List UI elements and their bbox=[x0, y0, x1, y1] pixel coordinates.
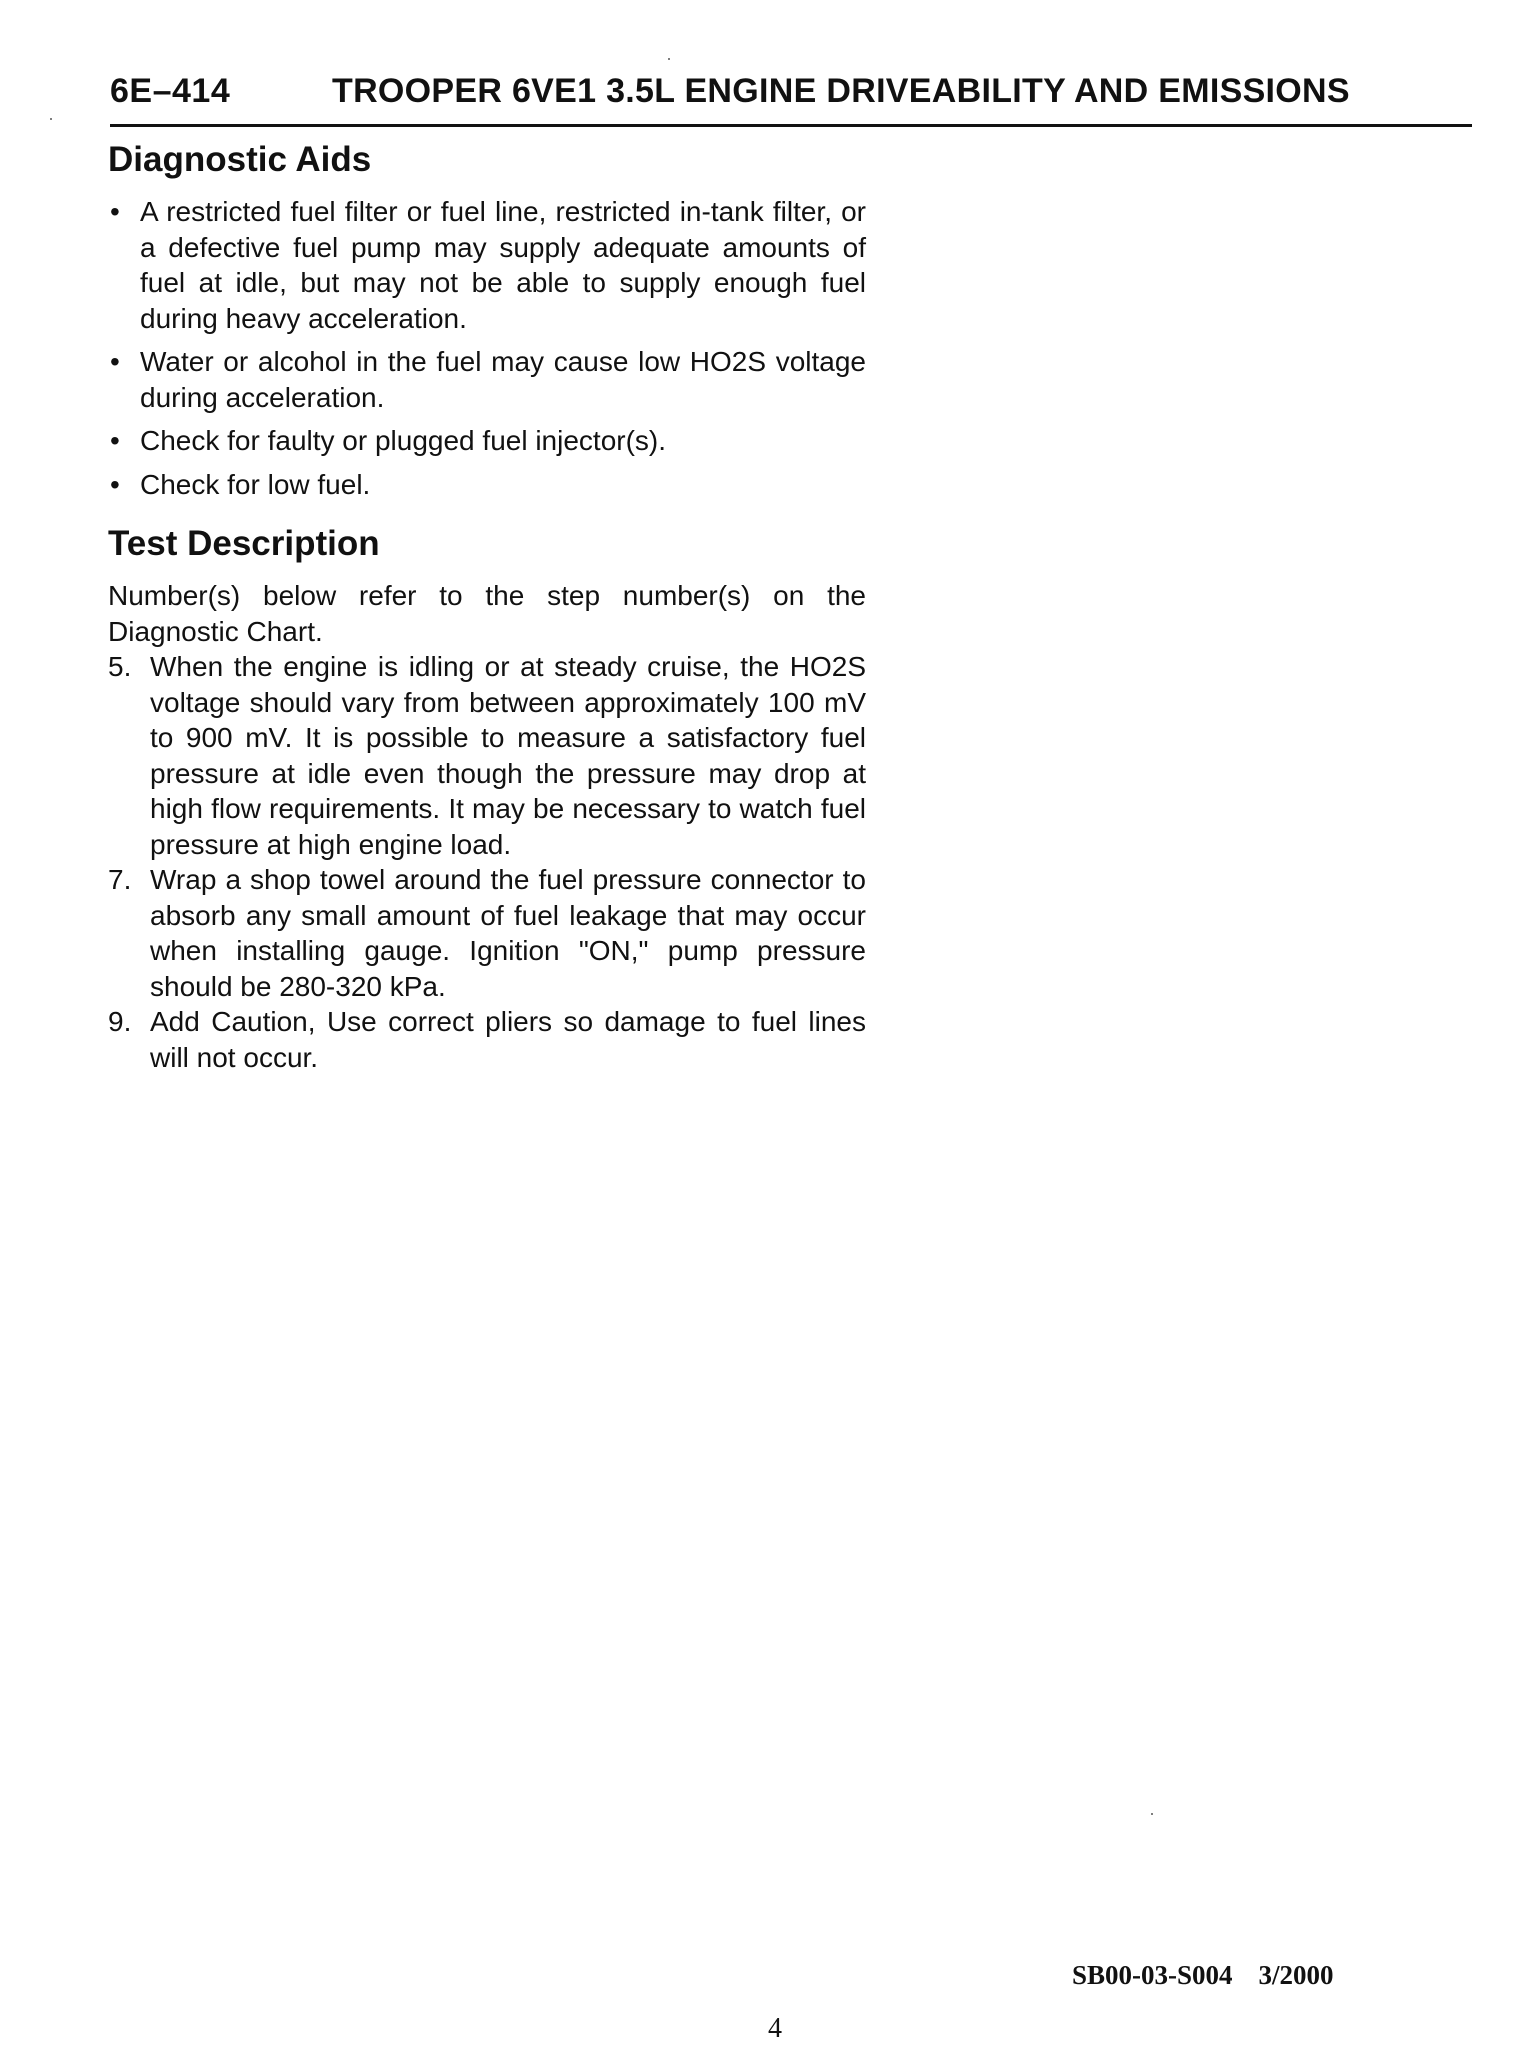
bullet-icon: • bbox=[110, 196, 120, 227]
step-number: 7. bbox=[108, 864, 132, 895]
step-item bbox=[108, 862, 866, 1004]
bullet-icon: • bbox=[110, 425, 120, 456]
test-steps-list bbox=[108, 649, 866, 1075]
step-item bbox=[108, 1004, 866, 1075]
list-item-text: Check for faulty or plugged fuel injector(s). bbox=[140, 425, 667, 456]
diagnostic-aids-list bbox=[108, 194, 866, 502]
scan-speck bbox=[50, 118, 52, 120]
step-item bbox=[108, 649, 866, 862]
bulletin-date: 3/2000 bbox=[1258, 1960, 1334, 1990]
list-item bbox=[108, 467, 866, 503]
step-text: When the engine is idling or at steady cruise, the HO2S voltage should vary from between approximately 100 mV to 900 mV. It is possible to measure a satisfactory fuel pressure at idle even though the pressure may drop at high flow requirements. It may be necessary to watch fuel pressure at high engine load. bbox=[150, 651, 866, 860]
footer-bulletin bbox=[1072, 1960, 1334, 1991]
test-description-section bbox=[108, 520, 866, 1075]
step-text: Wrap a shop towel around the fuel pressure connector to absorb any small amount of fuel leakage that may occur when installing gauge. Ignition "ON," pump pressure should be 280-320 kPa. bbox=[150, 864, 866, 1002]
bullet-icon: • bbox=[110, 346, 120, 377]
page-header bbox=[110, 70, 1472, 127]
diagnostic-aids-section bbox=[108, 136, 866, 502]
test-description-heading: Test Description bbox=[108, 524, 380, 563]
test-description-intro: Number(s) below refer to the step number(s) on the Diagnostic Chart. bbox=[108, 580, 866, 647]
page-number: 4 bbox=[768, 2013, 782, 2044]
bulletin-code: SB00-03-S004 bbox=[1072, 1960, 1233, 1990]
bullet-icon: • bbox=[110, 468, 120, 500]
scan-speck bbox=[668, 58, 670, 60]
main-column bbox=[108, 136, 866, 1075]
list-item bbox=[108, 423, 866, 459]
scan-speck bbox=[1151, 1813, 1153, 1815]
list-item-text: A restricted fuel filter or fuel line, restricted in-tank filter, or a defective fuel pump may supply adequate amounts of fuel at idle, but may not be able to supply enough fuel during heavy acceleration. bbox=[140, 196, 866, 334]
page-title: TROOPER 6VE1 3.5L ENGINE DRIVEABILITY AND EMISSIONS bbox=[332, 72, 1350, 110]
page-code: 6E–414 bbox=[110, 72, 231, 110]
list-item-text: Water or alcohol in the fuel may cause low HO2S voltage during acceleration. bbox=[140, 346, 866, 413]
list-item-text: Check for low fuel. bbox=[140, 468, 371, 500]
list-item bbox=[108, 194, 866, 336]
step-number: 5. bbox=[108, 651, 132, 682]
list-item bbox=[108, 344, 866, 415]
step-text: Add Caution, Use correct pliers so damage to fuel lines will not occur. bbox=[150, 1006, 866, 1073]
step-number: 9. bbox=[108, 1006, 132, 1037]
diagnostic-aids-heading: Diagnostic Aids bbox=[108, 140, 372, 179]
